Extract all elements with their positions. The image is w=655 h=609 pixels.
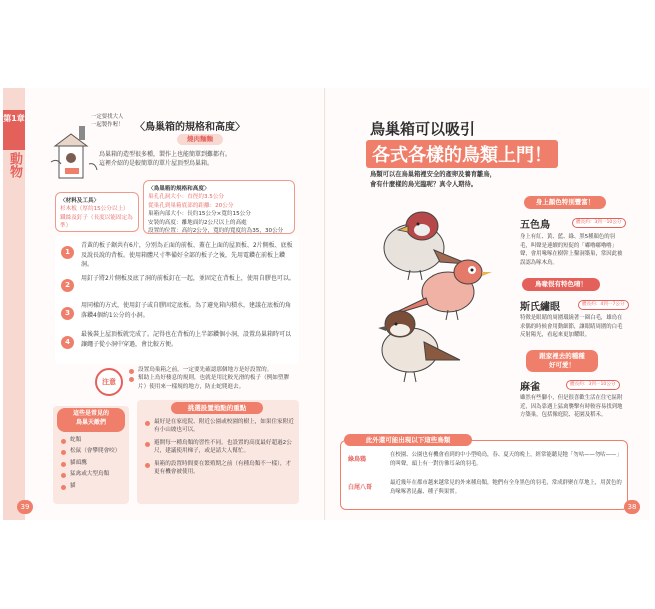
spec-item: 巢孔孔洞大小：直徑約3.5公分 (148, 194, 225, 201)
placement-title: 挑選設置地點的重點 (171, 402, 263, 414)
extra-bird-desc: 在校園、公園也有機會看到的中小型鳴鳥，春、夏天的晚上，經常能聽見牠「勿咕——勿咕——」的叫聲，頭上有一對彷彿耳朵的羽毛。 (390, 452, 622, 467)
step-text: 用釘子將2片側板及底了洞的前板釘在一起，並固定在背板上，使用自膠也可以。 (81, 275, 295, 282)
bird-size: 體長約：3到一10公分 (566, 380, 620, 390)
section-subtitle: 燒肉麵麵 (177, 134, 223, 145)
speech-bubble: 一定要找大人 一起製作喔！ (91, 114, 124, 128)
extra-bird-desc: 最近幾年在都市越來越常見的外來種鳥類，牠們有全身黑色的羽毛，常成群聚在草地上，用黃色的鳥喙啄著昆蟲、種子與果實。 (390, 480, 622, 495)
bird-description: 雖然有些腳小，但是很喜歡生活在住宅區附近，因為靠遇上猛禽襲擊有時較容易找到地方築巢，包括像庭院、花園及稻禾。 (520, 395, 623, 419)
predator-item: 松鼠（會攀爬會咬） (61, 447, 127, 455)
extra-birds-title: 此外還可能出現以下這些鳥類 (344, 434, 472, 446)
extra-bird-name: 綠鳥鴉 (348, 456, 367, 463)
chapter-word: 動物 (7, 152, 22, 178)
right-page (326, 88, 649, 520)
materials-title: 〈材料及工具〉 (60, 198, 100, 204)
note-item: 幫助上鳥好棲息的規則，也就是用比較光滑的板子（例如塑膠片）使用來一樣規的地方，防止蛇爬進去。 (129, 374, 297, 391)
placement-list (145, 418, 295, 476)
note-item: 設置鳥巢箱之前，一定要先確認那個地方是好設置的。 (129, 366, 297, 374)
step-number: 4 (61, 336, 74, 349)
predator-item: 貓頭鷹 (61, 459, 127, 467)
headline-line-1: 鳥巢箱可以吸引 (370, 120, 476, 138)
bird-banner: 鳥喙很有特色唷！ (522, 278, 600, 291)
placement-item: 最好是在家庭院、附近公園或校園的樹上，如果住家附近有小山坡也可以。 (145, 418, 295, 435)
notes-list (129, 366, 297, 391)
section-title: 〈鳥巢箱的規格和高度〉 (135, 122, 245, 133)
step-number: 1 (61, 246, 74, 259)
note-icon: 注意 (95, 368, 123, 396)
headline-line-2: 各式各樣的鳥類上門！ (366, 140, 558, 168)
bird-banner: 身上顏色特別豐富！ (524, 196, 606, 209)
birdhouse-making-illustration (49, 124, 99, 192)
chapter-tab[interactable]: 第1章 (3, 110, 25, 150)
bird-size: 體長約：3到一10公分 (572, 218, 626, 228)
birds-illustration (364, 200, 514, 420)
page-number: 38 (624, 500, 640, 514)
predator-item: 貓 (61, 482, 127, 490)
book-spread (3, 88, 649, 520)
step-text: 青黃的板子鋸共有6片，分別為正面的前板、蓋在上面的屋頂板、2片側板、底板及說長說的背板。使用箱體尺寸準備好全部的板子之後，先用電鑽在前板上鑽洞。 (81, 242, 293, 269)
lead-text: 鳥類可以在鳥巢箱裡安全的產卵及養育雛鳥， 會有什麼樣的鳥光臨呢？真令人期待。 (370, 171, 496, 189)
page-number: 39 (17, 500, 33, 514)
placement-item: 避開每一種鳥類的習性不同，也設置的高度最好超過2公尺，建議使用梯子，或是請大人幫忙。 (145, 439, 295, 456)
material-item: 杉木板（厚約15公分以上） (60, 206, 129, 213)
extra-bird-name: 白尾八哥 (348, 484, 373, 491)
step-number: 2 (61, 279, 74, 292)
spec-box (143, 180, 295, 234)
materials-box (55, 192, 139, 232)
predators-list (61, 436, 127, 490)
bird-name: 麻雀 (520, 382, 540, 393)
bird-name: 五色鳥 (520, 220, 550, 231)
material-item: 鐵絲及釘子（長度以能固定為準） (60, 214, 133, 230)
spec-item: 巢箱內部大小：長約15公分×寬約15公分 (148, 211, 251, 218)
step-text: 最後裝上屋頂板就完成了。記得也在背板的上半部鑽個小洞，設置鳥巢箱時可以讓繩子從小洞中穿過，會比較方便。 (81, 331, 292, 348)
predator-item: 蛇類 (61, 436, 127, 444)
bird-size: 體長約：4到一7公分 (578, 300, 629, 310)
predator-item: 猛禽或大型鳥類 (61, 470, 127, 478)
bird-description: 身上有紅、黃、藍、綠、黑5種顏色的羽毛，叫聲是連續的短促的「嘟嚕嘟嚕嚕」聲，會用喙啄在樹幹上鑿洞築巢，常因此被誤認為啄木鳥。 (520, 234, 623, 266)
step-text: 用同樣的方式，使用釘子或自膠固定底板。為了避免箱內積水，建議在底板的角落鑽4個約1公分的小洞。 (81, 302, 292, 319)
left-page (3, 88, 325, 520)
bird-description: 特徵是眼睛的周圍環繞著一圈白毛，雄鳥在求偶的時候會用動細節，讓眼睛周圍的白毛反射陽光，看起來更加耀眼。 (520, 315, 623, 339)
spec-item: 設置的位置：高約2公分，寬約的寬度約為35，30公分 (148, 227, 284, 234)
placement-item: 巢箱的設置時間要在繁殖期之前（有種鳥類不一樣），才更有機會被使用。 (145, 460, 295, 477)
spec-item: 安裝的高度：離地面約2公尺以上的高處 (148, 219, 247, 226)
spec-title: 〈鳥巢箱的規格和高度〉 (148, 186, 210, 192)
step-number: 3 (61, 307, 74, 320)
spec-item: 從巢孔到巢箱底部的距離：20公分 (148, 202, 234, 209)
predators-title: 這些是常見的 鳥巢天敵們 (57, 408, 125, 432)
bird-banner: 跟家裡去的種種 好可愛！ (526, 350, 598, 372)
bird-name: 斯氏繡眼 (520, 302, 560, 313)
intro-text: 鳥巢箱的造型很多種，製作上也能簡單到難都有。 這裡介紹的是較簡單的單片屋頂型鳥巢箱。 (99, 151, 232, 168)
